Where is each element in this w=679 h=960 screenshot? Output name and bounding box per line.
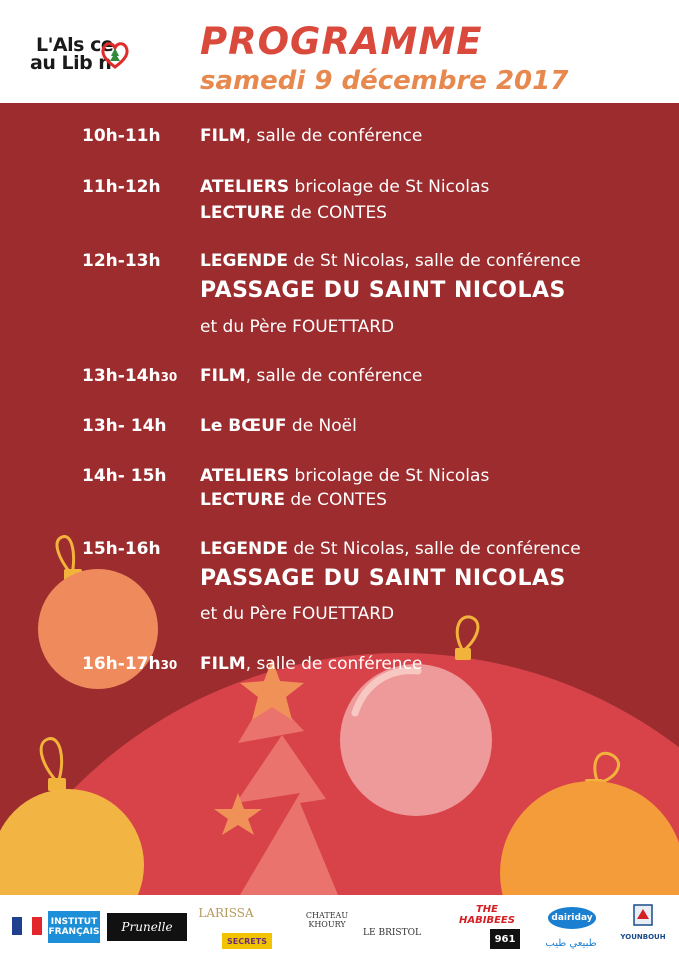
header [0,0,679,103]
logo-line-1: L'Als ce [36,34,114,56]
younbouh-logo: YOUNBOUH [620,933,666,941]
schedule-time: 10h-11h [82,126,161,146]
secrets-logo: SECRETS [222,933,272,949]
chateau-khoury-logo: CHATEAU KHOURY [305,911,349,929]
french-flag-icon [12,917,42,935]
schedule-activity-2: LECTURE de CONTES [200,490,387,510]
schedule-activity: Le BŒUF de Noël [200,416,357,436]
schedule-time: 14h- 15h [82,466,167,486]
schedule-time: 11h-12h [82,177,161,197]
schedule-activity: FILM, salle de conférence [200,126,423,146]
page-title: PROGRAMME [200,20,483,63]
pere-fouettard-line: et du Père FOUETTARD [200,604,395,624]
schedule-time: 16h-17h30 [82,654,178,674]
schedule-time: 13h-14h30 [82,366,178,386]
republique-francaise-logo [8,909,46,943]
program-panel [0,103,679,895]
schedule-activity-2: LECTURE de CONTES [200,203,387,223]
prunelle-logo: Prunelle [107,913,187,941]
younbouh-emblem-icon [632,903,654,927]
schedule-activity: FILM, salle de conférence [200,654,423,674]
yellow-ornament-hanger [41,739,62,783]
pere-fouettard-line: et du Père FOUETTARD [200,317,395,337]
pink-ornament-hanger [457,617,478,651]
schedule-activity: ATELIERS bricolage de St Nicolas [200,466,490,486]
institut-francais-logo: INSTITUT FRANÇAIS [48,911,100,943]
schedule-activity: FILM, salle de conférence [200,366,423,386]
schedule-activity: LEGENDE de St Nicolas, salle de conférence [200,539,581,559]
schedule-activity: LEGENDE de St Nicolas, salle de conférence [200,251,581,271]
pink-ornament [340,664,492,816]
schedule-time: 13h- 14h [82,416,167,436]
the-habibees-logo: THE HABIBEES [459,904,515,926]
saint-nicolas-highlight: PASSAGE DU SAINT NICOLAS [200,566,566,591]
alsace-au-liban-logo [30,34,160,74]
yellow-ornament-cap [48,778,66,791]
radio-961-logo: 961 [490,929,520,949]
le-bristol-logo: LE BRISTOL [363,928,421,938]
dairiday-logo: dairiday [548,907,596,929]
saint-nicolas-highlight: PASSAGE DU SAINT NICOLAS [200,278,566,303]
page-subtitle: samedi 9 décembre 2017 [200,66,569,96]
pink-ornament-cap [455,648,471,660]
schedule-time: 15h-16h [82,539,161,559]
heart-cedar-icon [100,40,130,70]
sponsor-bar [0,895,679,960]
schedule-time: 12h-13h [82,251,161,271]
dairiday-arabic-slogan: طبيعي طيب [545,937,597,949]
larissa-logo: LARISSA [198,906,254,920]
schedule-activity: ATELIERS bricolage de St Nicolas [200,177,490,197]
logo-line-2: au Lib n [30,52,112,74]
